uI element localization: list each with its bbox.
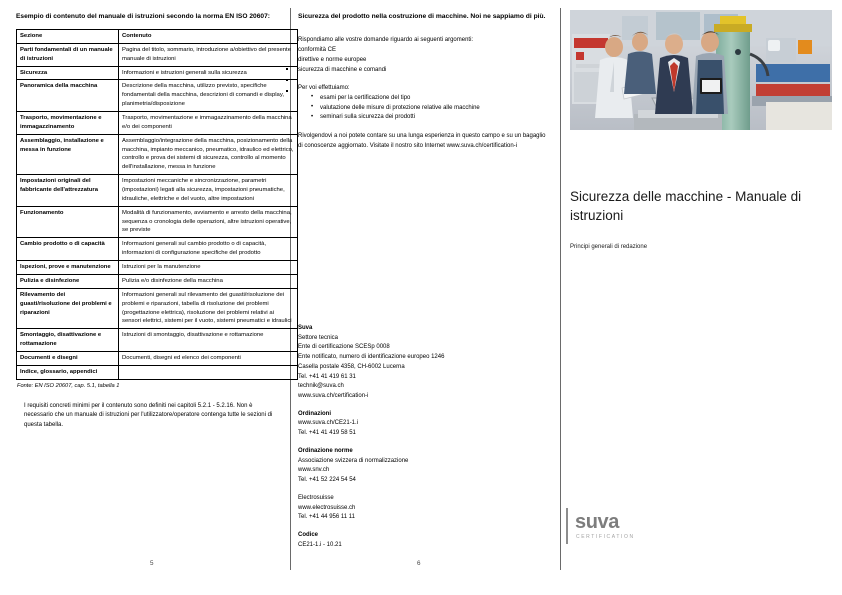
table-header-sezione: Sezione [17,30,119,44]
table-row [17,80,298,112]
table-source-note: Fonte: EN ISO 20607, cap. 5.1, tabella 1 [17,382,120,389]
logo-tagline: CERTIFICATION [576,534,635,540]
ordinazione-norme-heading: Ordinazione norme [298,447,353,454]
table-row [17,238,298,261]
page-number-middle: 6 [417,560,421,567]
row-contenuto: Istruzioni di smontaggio, disattivazione e rottamazione [119,329,298,352]
contact-line: Casella postale 4358, CH-6002 Lucerna [298,363,405,370]
codice-value: CE21-1.i - 10.21 [298,541,342,548]
electrosuisse-website[interactable]: www.electrosuisse.ch [298,504,356,511]
cover-photo [570,10,832,130]
contact-information-block [298,324,548,550]
topic-item: direttive e norme europee [298,56,367,63]
row-sezione: Parti fondamentali di un manuale di istruzioni [17,43,119,66]
scan-tick-mark [286,90,288,92]
row-contenuto: Istruzioni per la manutenzione [119,261,298,275]
table-header-row [17,30,298,44]
norme-phone: Tel. +41 52 224 54 54 [298,477,356,484]
ordinazioni-heading: Ordinazioni [298,410,331,417]
contact-company-name: Suva [298,325,313,331]
suva-logo [566,512,635,540]
row-contenuto: Descrizione della macchina, utilizzo previsto, specifiche fondamentali della macchina, descrizioni di comandi e display, planimetria/disposizione [119,80,298,112]
contact-line: Ente di certificazione SCESp 0008 [298,344,390,351]
row-contenuto: Modalità di funzionamento, avviamento e arresto della macchina, sequenza o cronologia delle operazioni, altre istruzioni operative, se previste [119,206,298,238]
table-header-contenuto: Contenuto [119,30,298,44]
middle-page-title: Sicurezza del prodotto nella costruzione di macchine. Noi ne sappiamo di più. [298,13,546,20]
table-row [17,351,298,365]
spacer [298,523,548,531]
column-divider-right [560,8,561,570]
row-sezione: Funzionamento [17,206,119,238]
services-list [298,94,548,123]
logo-wordmark: suva [575,511,619,533]
list-item: • esami per la certificazione del tipo [311,94,548,104]
table-row [17,206,298,238]
list-item: • valutazione delle misure di protezione relative alle macchine [311,104,548,114]
row-contenuto: Assemblaggio/integrazione della macchina, posizionamento della macchina, impianto meccanico, pneumatico, idraulico ed elettrico, controllo e prova dei sistemi di sicurezza, controllo al momento dell'installazione, messa in funzione [119,134,298,174]
spacer [298,402,548,410]
row-contenuto: Informazioni e istruzioni generali sulla sicurezza [119,66,298,80]
norme-organization: Associazione svizzera di normalizzazione [298,457,409,464]
cover-photo-illustration [570,10,832,130]
manual-contents-table [16,29,298,380]
row-contenuto: Impostazioni meccaniche e sincronizzazione, parametri (impostazioni) legati alla sicurezza, impostazioni pneumatiche, idrauliche, elettriche e del vuoto, altre impostazioni [119,175,298,207]
middle-closing-text: Rivolgendovi a noi potete contare su una lunga esperienza in questo campo e su un bagaglio di conoscenze aggiornato. Visitate il nostro sito Internet www.suva.ch/certification-i [298,133,546,149]
left-page-note: I requisiti concreti minimi per il contenuto sono definiti nei capitoli 5.2.1 - 5.2.16. Non è necessario che un manuale di istruzioni per l'utilizzatore/operatore contenga tutte le sezioni di questa tabella. [24,402,273,429]
row-contenuto: Trasporto, movimentazione e immagazzinamento della macchina e/o dei componenti [119,112,298,135]
row-sezione: Impostazioni originali del fabbricante dell'attrezzatura [17,175,119,207]
left-page-panel [16,12,294,431]
table-row [17,43,298,66]
table-row [17,329,298,352]
table-row [17,112,298,135]
table-row [17,134,298,174]
middle-intro-text: Rispondiamo alle vostre domande riguardo ai seguenti argomenti: [298,37,474,44]
row-contenuto: Informazioni generali sul cambio prodotto o di capacità, informazioni di configurazione specifiche del prodotto [119,238,298,261]
ordinazioni-website[interactable]: www.suva.ch/CE21-1.i [298,420,359,427]
table-row [17,274,298,288]
row-sezione: Sicurezza [17,66,119,80]
table-row [17,175,298,207]
table-row [17,66,298,80]
electrosuisse-name: Electrosuisse [298,494,334,501]
manual-contents-table-body [17,43,298,379]
table-row [17,288,298,328]
row-sezione: Smontaggio, disattivazione e rottamazione [17,329,119,352]
contact-website[interactable]: www.suva.ch/certification-i [298,393,369,400]
row-sezione: Assemblaggio, installazione e messa in funzione [17,134,119,174]
cover-page-panel [570,10,832,250]
row-contenuto: Informazioni generali sul rilevamento dei guasti/risoluzione dei problemi e riparazioni, tabella di risoluzione dei problemi (progettazione elettrica), risoluzione dei problemi relativi ai sensori elettrici, sistemi per il vuoto, sistemi pneumatici e idraulici [119,288,298,328]
page-number-left: 5 [150,560,154,567]
row-sezione: Rilevamento dei guasti/risoluzione dei problemi e riparazioni [17,288,119,328]
codice-heading: Codice [298,531,319,538]
table-row [17,365,298,379]
row-contenuto [119,365,298,379]
scan-tick-mark [286,79,288,81]
list-item: • seminari sulla sicurezza dei prodotti [311,113,548,123]
row-sezione: Cambio prodotto o di capacità [17,238,119,261]
row-sezione: Panoramica della macchina [17,80,119,112]
ordinazioni-phone: Tel. +41 41 419 58 51 [298,430,356,437]
cover-subtitle: Principi generali di redazione [570,244,648,251]
row-sezione: Documenti e disegni [17,351,119,365]
row-sezione: Trasporto, movimentazione e immagazzinamento [17,112,119,135]
left-page-heading: Esempio di contenuto del manuale di istruzioni secondo la norma EN ISO 20607: [16,13,270,20]
electrosuisse-phone: Tel. +41 44 956 11 11 [298,514,355,521]
topic-item: sicurezza di macchine e comandi [298,66,387,73]
spacer [298,486,548,494]
table-row [17,261,298,275]
row-sezione: Ispezioni, prove e manutenzione [17,261,119,275]
middle-page-panel [298,12,548,161]
row-contenuto: Pagina del titolo, sommario, introduzione a/obiettivo del presente manuale di istruzioni [119,43,298,66]
contact-phone: Tel. +41 41 419 61 31 [298,373,356,380]
logo-accent-bar [566,508,568,544]
spacer [298,439,548,447]
cover-title: Sicurezza delle macchine - Manuale di istruzioni [570,189,802,224]
contact-line: Settore tecnica [298,334,339,341]
scan-tick-mark [286,68,288,70]
contact-email[interactable]: technik@suva.ch [298,383,344,390]
contact-line: Ente notificato, numero di identificazione europeo 1246 [298,354,445,361]
norme-website[interactable]: www.snv.ch [298,467,330,474]
services-intro-text: Per voi effettuiamo: [298,85,350,92]
topic-item: conformità CE [298,47,337,54]
row-contenuto: Documenti, disegni ed elenco dei componenti [119,351,298,365]
row-sezione: Pulizia e disinfezione [17,274,119,288]
row-sezione: Indice, glossario, appendici [17,365,119,379]
row-contenuto: Pulizia e/o disinfezione della macchina [119,274,298,288]
